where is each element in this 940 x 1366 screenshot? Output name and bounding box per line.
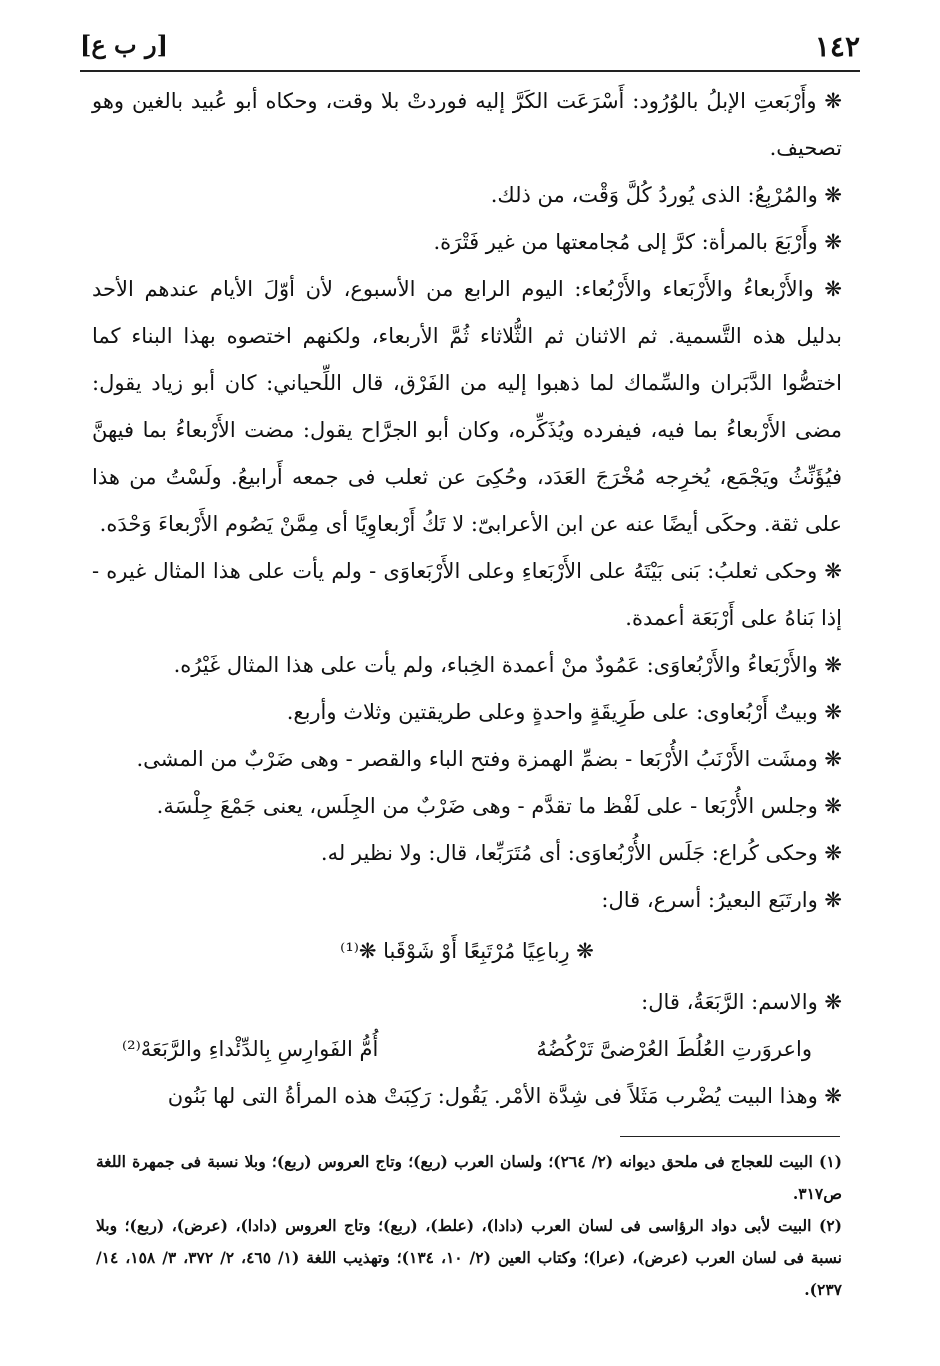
entry-paragraph: ❋ والأَرْبَعاءُ والأَرْبُعاوَى: عَمُودٌ منْ أعمدة الخِباء، ولم يأت على هذا المثال غَيْرُه. [173, 653, 842, 677]
entry-paragraph: ❋ وارتَبَع البعيرُ: أسرع، قال: [601, 888, 842, 912]
entry-paragraph: ❋ وحكى ثعلبُ: بَنى بَيْتَهُ على الأَرْبَعاءِ وعلى الأَرْبَعاوَى - ولم يأت على هذا المثال غيره - إذا بَناهُ على أَرْبَعَة أعمدة. [92, 559, 842, 630]
verse-couplet [92, 1026, 842, 1073]
entry-paragraph: ❋ وأَرْبَعتِ الإبلُ بالوُرُود: أَسْرَعَت الكَرَّ إليه فوردتْ بلا وقت، وحكاه أبو عُبيد بالغين وهو تصحيف. [92, 89, 842, 160]
header-rule [80, 70, 860, 72]
entry-paragraph: ❋ وأَرْبَعَ بالمرأة: كرَّ إلى مُجامعتها من غير فَتْرَة. [433, 230, 842, 254]
entry-paragraph: ❋ والأَرْبعاءُ والأَرْبَعاء والأَرْبُعاء: اليوم الرابع من الأسبوع، لأن أوّلَ الأيام عندهم الأحد بدليل هذه التَّسمية. ثم الاثنان ثم الثُّلاثاء ثُمَّ الأربعاء، ولكنهم اختصوه بهذا البناء كما اختصُّوا الدَّبَران والسِّماك لما ذهبوا إليه من الفَرْق، قال اللِّحياني: كان أبو زياد يقول: مضى الأَرْبعاءُ بما فيه، فيفرده ويُذَكِّره، وكان أبو الجرَّاح يقول: مضت الأَرْبعاءُ بما فيهنَّ فيُؤَنِّثُ ويَجْمَع، يُخرِجه مُخْرَجَ العَدَد، وحُكِىَ عن ثعلب فى جمعه أَرابيعُ. ولَسْتُ من هذا على ثقة. وحكَى أيضًا عنه عن ابن الأعرابىّ: لا تَكُ أَرْبعاوِيًا أى مِمَّنْ يَصُوم الأَرْبعاءَ وَحْدَه. [92, 277, 842, 536]
footnote: (٢) البيت لأبى دواد الرؤاسى فى لسان العرب (دادا)، (علط)، (ربع)؛ وتاج العروس (دادا)، (عرض)، (ربع)؛ وبلا نسبة فى لسان العرب (عرض)، (عرا)؛ وكتاب العين (٢/ ١٠، ١٣٤)؛ وتهذيب اللغة (١/ ٤٦٥، ٢/ ٣٧٢، ٣/ ١٥٨، ١٤/ ٢٣٧). [96, 1216, 843, 1299]
root-tag: [ر ب ع] [80, 30, 168, 59]
entry-paragraph: ❋ وجلس الأُرْبَعا - على لَفْظ ما تقدَّم - وهى ضَرْبٌ من الجِلَس، يعنى جَمْعَ جِلْسَة. [156, 794, 842, 818]
verse-line: ❋ رِباعِيًا مُرْتَبِعًا أَوْ شَوْقَبا ❋⁽¹⁾ [340, 939, 594, 963]
footnote-rule [620, 1136, 840, 1137]
footnotes [96, 1146, 842, 1306]
page-number: ١٤٢ [814, 30, 860, 63]
main-text [92, 78, 842, 1120]
entry-paragraph: ❋ وحكى كُراع: جَلَس الأُرْبُعاوَى: أى مُتَرَبِّعا، قال: ولا نظير له. [320, 841, 842, 865]
entry-paragraph: ❋ والاسم: الرَّبَعَةُ، قال: [641, 990, 842, 1014]
footnote: (١) البيت للعجاج فى ملحق ديوانه (٢/ ٢٦٤)؛ ولسان العرب (ربع)؛ وتاج العروس (ربع)؛ وبلا نسبة فى جمهرة اللغة ص٣١٧. [96, 1152, 842, 1203]
page-header [80, 30, 860, 64]
entry-paragraph: ❋ وبيتٌ أَرْبُعاوى: على طَرِيقَةٍ واحدةٍ وعلى طريقتين وثلاث وأربع. [286, 700, 842, 724]
verse-first-hemistich: واعروَرتِ العُلُطَ العُرْضىَّ تَرْكُضُهُ [536, 1037, 812, 1061]
entry-paragraph: ❋ والمُرْبِعُ: الذى يُوردُ كُلَّ وَقْت، من ذلك. [490, 183, 842, 207]
entry-paragraph: ❋ ومشَت الأَرْنَبُ الأُرْبَعا - بضمِّ الهمزة وفتح الباء والقصر - وهى ضَرْبٌ من المشى. [136, 747, 842, 771]
verse-second-hemistich: أُمُّ الفَوارِسِ بِالدِّئْداءِ والرَّبَعَهْ⁽²⁾ [122, 1037, 379, 1061]
entry-paragraph: ❋ وهذا البيت يُضْرب مَثَلاً فى شِدَّة الأمْر. يَقُول: رَكِبَتْ هذه المرأةُ التى لها بَنُون [167, 1084, 842, 1108]
